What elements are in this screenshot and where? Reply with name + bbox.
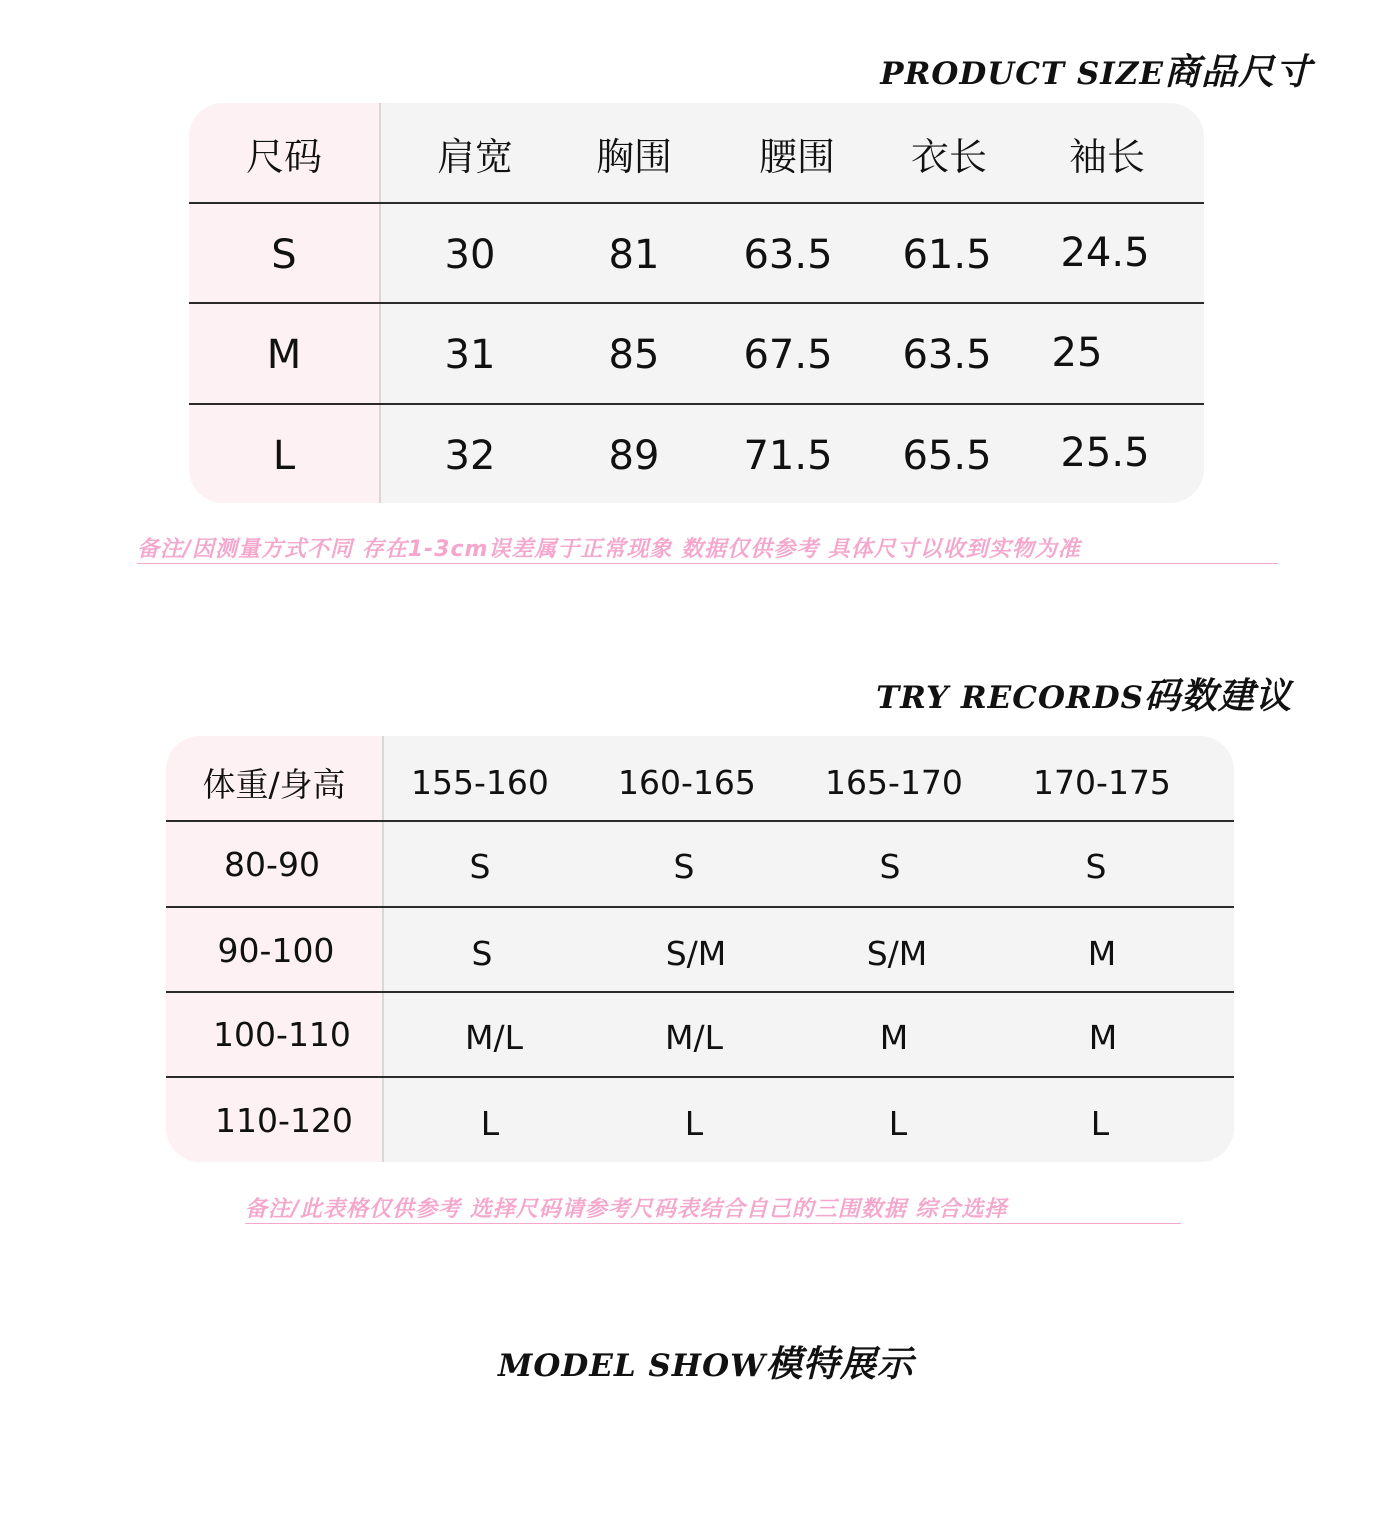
product-size-heading-en: PRODUCT SIZE bbox=[880, 56, 1164, 92]
size-suggestion: S bbox=[469, 847, 491, 886]
try-records-heading-en: TRY RECORDS bbox=[876, 680, 1144, 716]
header-height-range: 155-160 bbox=[411, 763, 549, 802]
size-label: S bbox=[271, 232, 297, 278]
try-records-note: 备注/此表格仅供参考 选择尺码请参考尺码表结合自己的三围数据 综合选择 bbox=[245, 1197, 1181, 1224]
weight-range: 110-120 bbox=[215, 1101, 353, 1140]
header-height-range: 165-170 bbox=[825, 763, 963, 802]
size-suggestion: L bbox=[888, 1104, 908, 1143]
size-suggestion: M bbox=[1087, 934, 1117, 973]
size-label: M bbox=[266, 332, 302, 378]
header-size: 尺码 bbox=[245, 134, 322, 179]
header-weight-height: 体重/身高 bbox=[202, 765, 346, 804]
header-shoulder: 肩宽 bbox=[436, 134, 513, 179]
sleeve-value: 25 bbox=[1051, 330, 1103, 376]
size-suggestion: L bbox=[480, 1104, 500, 1143]
size-suggestion: S/M bbox=[866, 934, 928, 973]
try-records-table bbox=[166, 736, 1234, 1162]
size-table-note: 备注/因测量方式不同 存在1-3cm误差属于正常现象 数据仅供参考 具体尺寸以收到实物为准 bbox=[137, 537, 1278, 564]
size-suggestion: S bbox=[673, 847, 695, 886]
size-suggestion: S bbox=[1085, 847, 1107, 886]
length-value: 63.5 bbox=[902, 332, 992, 378]
size-suggestion: M bbox=[879, 1018, 909, 1057]
product-size-heading bbox=[880, 44, 1312, 95]
size-suggestion: M/L bbox=[665, 1018, 723, 1057]
weight-range: 90-100 bbox=[217, 931, 335, 970]
size-suggestion: S/M bbox=[665, 934, 727, 973]
model-show-heading-cn: 模特展示 bbox=[765, 1344, 914, 1385]
header-length: 衣长 bbox=[910, 134, 987, 179]
size-suggestion: L bbox=[1090, 1104, 1110, 1143]
sleeve-value: 25.5 bbox=[1060, 430, 1150, 476]
chest-value: 85 bbox=[608, 332, 660, 378]
header-chest: 胸围 bbox=[595, 134, 672, 179]
length-value: 65.5 bbox=[902, 433, 992, 479]
product-size-heading-cn: 商品尺寸 bbox=[1163, 52, 1312, 93]
shoulder-value: 31 bbox=[444, 332, 496, 378]
header-height-range: 170-175 bbox=[1033, 763, 1171, 802]
size-suggestion: S bbox=[471, 934, 493, 973]
size-suggestion: M bbox=[1088, 1018, 1118, 1057]
sleeve-value: 24.5 bbox=[1060, 230, 1150, 276]
length-value: 61.5 bbox=[902, 232, 992, 278]
chest-value: 89 bbox=[608, 433, 660, 479]
weight-range: 80-90 bbox=[224, 845, 320, 884]
shoulder-value: 32 bbox=[444, 433, 496, 479]
waist-value: 71.5 bbox=[743, 433, 833, 479]
size-suggestion: M/L bbox=[465, 1018, 523, 1057]
header-waist: 腰围 bbox=[758, 134, 835, 179]
chest-value: 81 bbox=[608, 232, 660, 278]
weight-range: 100-110 bbox=[213, 1015, 351, 1054]
size-label: L bbox=[272, 433, 296, 479]
waist-value: 63.5 bbox=[743, 232, 833, 278]
waist-value: 67.5 bbox=[743, 332, 833, 378]
header-sleeve: 袖长 bbox=[1068, 134, 1145, 179]
try-records-heading bbox=[876, 668, 1292, 719]
try-records-heading-cn: 码数建议 bbox=[1143, 676, 1292, 717]
shoulder-value: 30 bbox=[444, 232, 496, 278]
model-show-heading-en: MODEL SHOW bbox=[498, 1348, 766, 1384]
size-table bbox=[189, 103, 1204, 503]
header-height-range: 160-165 bbox=[618, 763, 756, 802]
model-show-heading bbox=[498, 1336, 914, 1387]
size-suggestion: S bbox=[879, 847, 901, 886]
size-suggestion: L bbox=[684, 1104, 704, 1143]
